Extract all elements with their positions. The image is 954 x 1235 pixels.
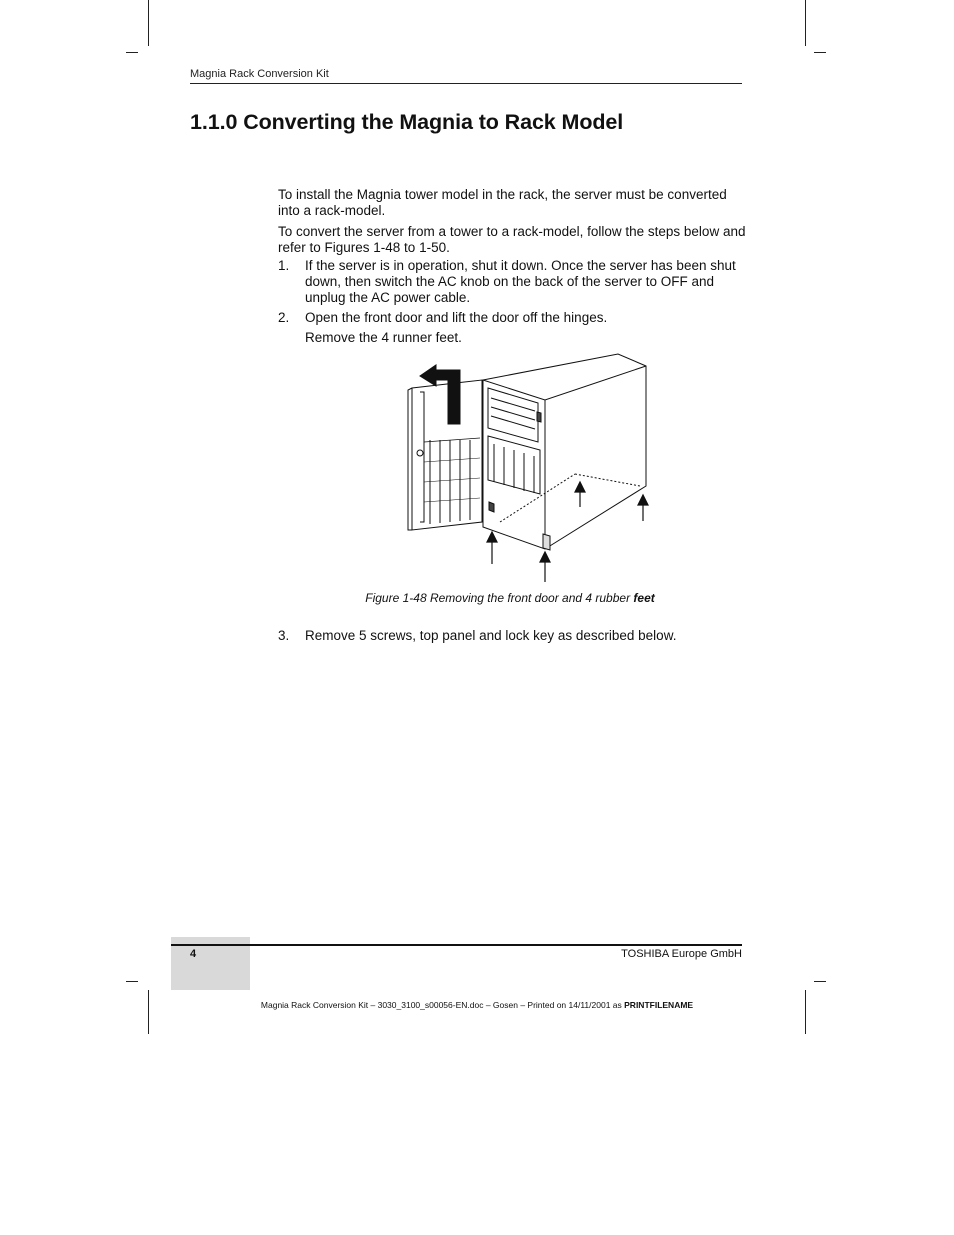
step-3-number: 3.	[278, 628, 290, 643]
server-figure	[400, 352, 660, 584]
print-info-bold: PRINTFILENAME	[624, 1000, 694, 1010]
running-header: Magnia Rack Conversion Kit	[190, 68, 329, 80]
section-title: 1.1.0 Converting the Magnia to Rack Model	[190, 110, 624, 134]
crop-mark-top-right-v	[805, 0, 806, 46]
step-2-text: Open the front door and lift the door off the hinges.	[305, 310, 608, 325]
print-info-text: Magnia Rack Conversion Kit – 3030_3100_s00056-EN.doc – Gosen – Printed on 14/11/2001 as	[260, 1000, 625, 1010]
figure-caption	[190, 591, 830, 605]
crop-mark-top-right-h	[814, 52, 826, 53]
crop-mark-top-left-v	[148, 0, 149, 46]
figure-caption-text: Figure 1-48 Removing the front door and 4 rubber	[365, 591, 634, 605]
intro-paragraph-1: To install the Magnia tower model in the rack, the server must be converted into a rack-model.	[278, 187, 727, 218]
print-info	[0, 1000, 954, 1010]
intro-paragraph-2: To convert the server from a tower to a rack-model, follow the steps below and refer to Figures 1-48 to 1-50.	[278, 224, 746, 255]
crop-mark-bottom-right-h	[814, 981, 826, 982]
footer-rule	[171, 944, 742, 946]
footer-company: TOSHIBA Europe GmbH	[621, 948, 742, 960]
step-1-text: If the server is in operation, shut it down. Once the server has been shut down, then switch the AC knob on the back of the server to OFF and unplug the AC power cable.	[305, 258, 736, 305]
crop-mark-bottom-left-h	[126, 981, 138, 982]
figure-caption-bold: feet	[633, 591, 655, 605]
tower-body	[483, 354, 646, 550]
step-1-number: 1.	[278, 258, 290, 273]
step-2-subtext: Remove the 4 runner feet.	[305, 330, 462, 345]
step-2-number: 2.	[278, 310, 290, 325]
crop-mark-bottom-right-v	[805, 990, 806, 1034]
page-number: 4	[190, 948, 197, 960]
front-door	[408, 380, 482, 530]
intro-text	[278, 187, 748, 256]
crop-mark-top-left-h	[126, 52, 138, 53]
crop-mark-bottom-left-v	[148, 990, 149, 1034]
step-3-text: Remove 5 screws, top panel and lock key as described below.	[305, 628, 677, 643]
header-rule	[190, 83, 742, 84]
